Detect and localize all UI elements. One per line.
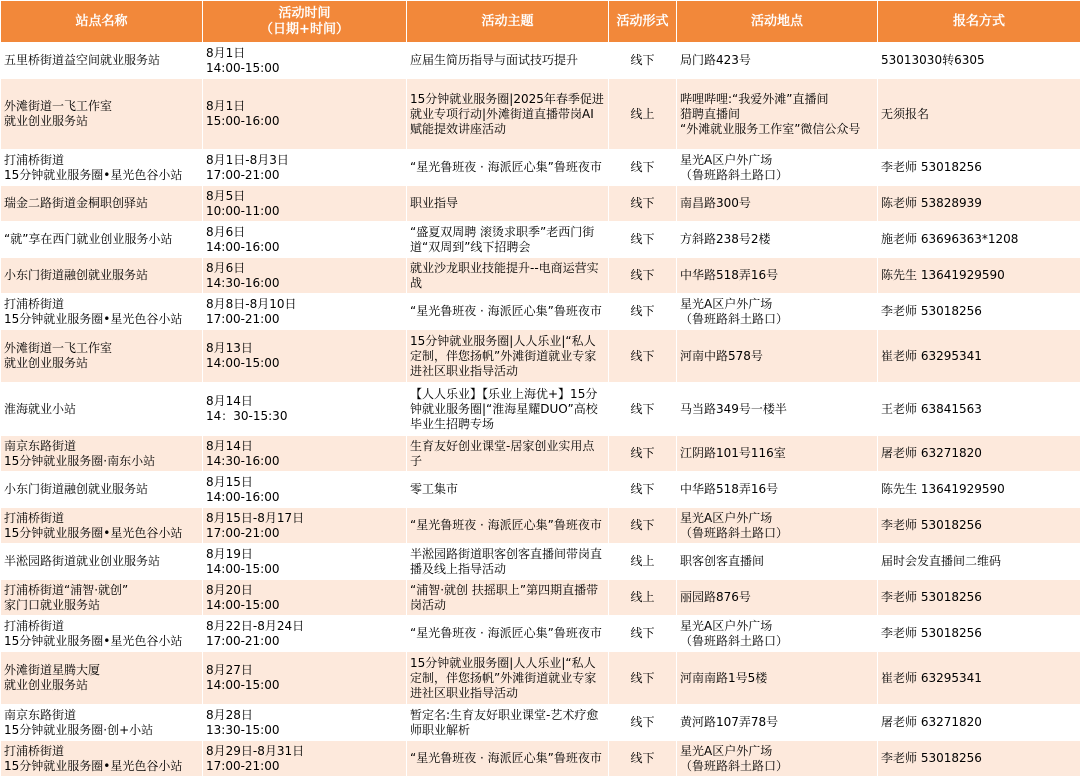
form-cell: 线下 bbox=[609, 383, 677, 436]
form-cell: 线下 bbox=[609, 294, 677, 330]
table-row bbox=[1, 150, 1080, 186]
time-cell bbox=[203, 741, 407, 777]
station-cell bbox=[1, 652, 203, 705]
activity-date: 8月29日-8月31日 bbox=[206, 743, 305, 758]
activity-place-line: 马当路349号一楼半 bbox=[680, 401, 787, 416]
place-cell bbox=[677, 43, 878, 79]
activity-date: 8月6日 bbox=[206, 224, 246, 239]
form-cell: 线下 bbox=[609, 436, 677, 472]
time-cell bbox=[203, 616, 407, 652]
place-cell bbox=[677, 294, 878, 330]
station-cell bbox=[1, 741, 203, 777]
activity-theme: “星光鲁班夜 · 海派匠心集”鲁班夜市 bbox=[410, 751, 602, 765]
theme-cell bbox=[407, 79, 609, 150]
station-name-line: 就业创业服务站 bbox=[4, 678, 89, 692]
place-cell bbox=[677, 580, 878, 616]
activity-theme: 就业沙龙职业技能提升--电商运营实战 bbox=[410, 260, 599, 290]
station-name-line: 打浦桥街道 bbox=[4, 510, 65, 525]
theme-cell bbox=[407, 652, 609, 705]
activity-place-line: （鲁班路斜土路口） bbox=[680, 167, 789, 182]
header-place: 活动地点 bbox=[677, 1, 878, 43]
signup-cell: 陈老师 53828939 bbox=[878, 186, 1080, 222]
station-name-line: 15分钟就业服务圈•星光色谷小站 bbox=[4, 167, 183, 182]
station-name-line: 外滩街道一飞工作室 bbox=[4, 99, 113, 113]
activity-theme: 暂定名:生育友好职业课堂-艺术疗愈师职业解析 bbox=[410, 707, 599, 737]
activity-time: 14:00-15:00 bbox=[206, 597, 280, 612]
station-name-line: 淮海就业小站 bbox=[4, 401, 77, 416]
header-signup: 报名方式 bbox=[878, 1, 1080, 43]
form-cell: 线下 bbox=[609, 652, 677, 705]
station-name-line: 外滩街道星腾大厦 bbox=[4, 663, 101, 677]
station-name-line: 五里桥街道益空间就业服务站 bbox=[4, 53, 161, 67]
table-row bbox=[1, 258, 1080, 294]
activity-place-line: 局门路423号 bbox=[680, 53, 751, 67]
theme-cell bbox=[407, 544, 609, 580]
place-cell bbox=[677, 705, 878, 741]
activity-date: 8月6日 bbox=[206, 260, 246, 275]
activity-time: 14:00-16:00 bbox=[206, 489, 280, 504]
activity-theme: 职业指导 bbox=[410, 196, 459, 210]
station-name-line: 15分钟就业服务圈•星光色谷小站 bbox=[4, 311, 183, 326]
theme-cell bbox=[407, 580, 609, 616]
station-cell bbox=[1, 330, 203, 383]
place-cell bbox=[677, 222, 878, 258]
theme-cell bbox=[407, 150, 609, 186]
place-cell bbox=[677, 508, 878, 544]
time-cell bbox=[203, 150, 407, 186]
activity-place-line: 星光A区户外广场 bbox=[680, 743, 773, 758]
time-cell bbox=[203, 222, 407, 258]
activity-time: 14:00-15:00 bbox=[206, 356, 280, 370]
station-name-line: 打浦桥街道 bbox=[4, 743, 65, 758]
time-cell bbox=[203, 544, 407, 580]
activity-time: 15:00-16:00 bbox=[206, 114, 280, 128]
activity-theme: “星光鲁班夜 · 海派匠心集”鲁班夜市 bbox=[410, 518, 602, 532]
signup-cell: 届时会发直播间二维码 bbox=[878, 544, 1080, 580]
activity-place-line: 职客创客直播间 bbox=[680, 554, 765, 568]
activity-theme: 生育友好创业课堂-居家创业实用点子 bbox=[410, 438, 595, 468]
activity-place-line: 河南中路578号 bbox=[680, 348, 763, 363]
place-cell bbox=[677, 150, 878, 186]
activity-time: 17:00-21:00 bbox=[206, 311, 280, 326]
activity-time: 14:00-16:00 bbox=[206, 239, 280, 254]
time-cell bbox=[203, 705, 407, 741]
activity-theme: “星光鲁班夜 · 海派匠心集”鲁班夜市 bbox=[410, 304, 602, 318]
theme-cell bbox=[407, 616, 609, 652]
activity-place-line: 星光A区户外广场 bbox=[680, 618, 773, 633]
station-cell bbox=[1, 436, 203, 472]
activity-date: 8月27日 bbox=[206, 663, 253, 677]
time-cell bbox=[203, 43, 407, 79]
station-cell bbox=[1, 79, 203, 150]
signup-cell: 王老师 63841563 bbox=[878, 383, 1080, 436]
station-name-line: “就”享在西门就业创业服务小站 bbox=[4, 232, 173, 246]
station-name-line: 南京东路街道 bbox=[4, 707, 77, 722]
activity-date: 8月5日 bbox=[206, 188, 246, 203]
activity-date: 8月15日 bbox=[206, 474, 253, 489]
activity-date: 8月14日 bbox=[206, 438, 253, 453]
activity-time: 17:00-21:00 bbox=[206, 525, 280, 540]
header-time bbox=[203, 1, 407, 43]
station-cell bbox=[1, 508, 203, 544]
theme-cell bbox=[407, 43, 609, 79]
time-cell bbox=[203, 294, 407, 330]
table-row bbox=[1, 472, 1080, 508]
signup-cell: 陈先生 13641929590 bbox=[878, 258, 1080, 294]
station-name-line: 外滩街道一飞工作室 bbox=[4, 341, 113, 355]
theme-cell bbox=[407, 508, 609, 544]
theme-cell bbox=[407, 741, 609, 777]
station-cell bbox=[1, 258, 203, 294]
activity-place-line: 猎聘直播间 bbox=[680, 106, 741, 121]
table-row bbox=[1, 652, 1080, 705]
activity-date: 8月1日-8月3日 bbox=[206, 152, 289, 167]
station-name-line: 瑞金二路街道金桐职创驿站 bbox=[4, 196, 149, 210]
station-name-line: 南京东路街道 bbox=[4, 438, 77, 453]
activity-place-line: 中华路518弄16号 bbox=[680, 268, 779, 282]
form-cell: 线下 bbox=[609, 508, 677, 544]
activity-time: 10:00-11:00 bbox=[206, 203, 280, 218]
activity-theme: 应届生简历指导与面试技巧提升 bbox=[410, 53, 579, 67]
activity-date: 8月15日-8月17日 bbox=[206, 510, 305, 525]
activity-place-line: 星光A区户外广场 bbox=[680, 510, 773, 525]
station-cell bbox=[1, 150, 203, 186]
place-cell bbox=[677, 79, 878, 150]
form-cell: 线下 bbox=[609, 472, 677, 508]
theme-cell bbox=[407, 186, 609, 222]
header-theme: 活动主题 bbox=[407, 1, 609, 43]
signup-cell: 李老师 53018256 bbox=[878, 616, 1080, 652]
signup-cell: 李老师 53018256 bbox=[878, 508, 1080, 544]
activity-place-line: 中华路518弄16号 bbox=[680, 482, 779, 496]
activity-theme: 15分钟就业服务圈|人人乐业|“私人定制，伴您扬帆”外滩街道就业专家进社区职业指导活动 bbox=[410, 655, 597, 700]
activity-time: 14:00-15:00 bbox=[206, 678, 280, 692]
activity-theme: “星光鲁班夜 · 海派匠心集”鲁班夜市 bbox=[410, 626, 602, 640]
time-cell bbox=[203, 79, 407, 150]
signup-cell: 施老师 63696363*1208 bbox=[878, 222, 1080, 258]
place-cell bbox=[677, 652, 878, 705]
table-row bbox=[1, 79, 1080, 150]
place-cell bbox=[677, 544, 878, 580]
activity-place-line: 黄河路107弄78号 bbox=[680, 715, 779, 729]
theme-cell bbox=[407, 222, 609, 258]
activity-place-line: 星光A区户外广场 bbox=[680, 296, 773, 311]
activity-theme: 15分钟就业服务圈|人人乐业|“私人定制，伴您扬帆”外滩街道就业专家进社区职业指导活动 bbox=[410, 333, 597, 378]
station-cell bbox=[1, 544, 203, 580]
activity-place-line: （鲁班路斜土路口） bbox=[680, 525, 789, 540]
activity-theme: 零工集市 bbox=[410, 482, 459, 496]
station-cell bbox=[1, 472, 203, 508]
table-row bbox=[1, 741, 1080, 777]
form-cell: 线下 bbox=[609, 150, 677, 186]
station-cell bbox=[1, 580, 203, 616]
place-cell bbox=[677, 472, 878, 508]
header-form: 活动形式 bbox=[609, 1, 677, 43]
form-cell: 线下 bbox=[609, 330, 677, 383]
table-row bbox=[1, 544, 1080, 580]
table-row bbox=[1, 383, 1080, 436]
station-name-line: 小东门街道融创就业服务站 bbox=[4, 268, 149, 282]
header-time-line1: 活动时间 bbox=[278, 5, 331, 21]
activity-time: 14:30-16:00 bbox=[206, 275, 280, 290]
form-cell: 线上 bbox=[609, 580, 677, 616]
station-cell bbox=[1, 294, 203, 330]
activity-place-line: 星光A区户外广场 bbox=[680, 152, 773, 167]
time-cell bbox=[203, 436, 407, 472]
activity-theme: 半淞园路街道职客创客直播间带岗直播及线上指导活动 bbox=[410, 546, 603, 576]
form-cell: 线上 bbox=[609, 79, 677, 150]
form-cell: 线下 bbox=[609, 43, 677, 79]
activity-theme: “星光鲁班夜 · 海派匠心集”鲁班夜市 bbox=[410, 160, 602, 174]
activity-time: 14:00-15:00 bbox=[206, 561, 280, 576]
signup-cell: 陈先生 13641929590 bbox=[878, 472, 1080, 508]
activity-theme: 15分钟就业服务圈|2025年春季促进就业专项行动|外滩街道直播带岗AI赋能提效讲座活动 bbox=[410, 91, 604, 136]
activity-date: 8月28日 bbox=[206, 707, 253, 722]
time-cell bbox=[203, 508, 407, 544]
form-cell: 线下 bbox=[609, 258, 677, 294]
station-name-line: 15分钟就业服务圈·创+小站 bbox=[4, 722, 154, 737]
activity-time: 14：30-15:30 bbox=[206, 409, 288, 423]
station-name-line: 打浦桥街道 bbox=[4, 618, 65, 633]
time-cell bbox=[203, 580, 407, 616]
table-row bbox=[1, 508, 1080, 544]
station-name-line: 就业创业服务站 bbox=[4, 114, 89, 128]
activity-date: 8月20日 bbox=[206, 582, 253, 597]
place-cell bbox=[677, 436, 878, 472]
form-cell: 线下 bbox=[609, 741, 677, 777]
activity-place-line: 江阴路101号116室 bbox=[680, 446, 786, 460]
station-cell bbox=[1, 616, 203, 652]
activity-date: 8月1日 bbox=[206, 45, 246, 60]
place-cell bbox=[677, 616, 878, 652]
activity-time: 17:00-21:00 bbox=[206, 167, 280, 182]
signup-cell: 李老师 53018256 bbox=[878, 294, 1080, 330]
signup-cell: 崔老师 63295341 bbox=[878, 652, 1080, 705]
station-cell bbox=[1, 186, 203, 222]
station-name-line: 打浦桥街道 bbox=[4, 296, 65, 311]
signup-cell: 李老师 53018256 bbox=[878, 741, 1080, 777]
signup-cell: 53013030转6305 bbox=[878, 43, 1080, 79]
theme-cell bbox=[407, 383, 609, 436]
activity-date: 8月8日-8月10日 bbox=[206, 296, 297, 311]
theme-cell bbox=[407, 258, 609, 294]
activity-place-line: （鲁班路斜土路口） bbox=[680, 758, 789, 773]
activity-date: 8月14日 bbox=[206, 394, 253, 408]
theme-cell bbox=[407, 330, 609, 383]
station-cell bbox=[1, 383, 203, 436]
table-row bbox=[1, 222, 1080, 258]
form-cell: 线下 bbox=[609, 616, 677, 652]
time-cell bbox=[203, 652, 407, 705]
table-row bbox=[1, 616, 1080, 652]
activity-place-line: （鲁班路斜土路口） bbox=[680, 311, 789, 326]
activity-time: 17:00-21:00 bbox=[206, 758, 280, 773]
theme-cell bbox=[407, 705, 609, 741]
station-name-line: 15分钟就业服务圈•星光色谷小站 bbox=[4, 758, 183, 773]
time-cell bbox=[203, 383, 407, 436]
station-cell bbox=[1, 43, 203, 79]
table-row bbox=[1, 186, 1080, 222]
table-row bbox=[1, 43, 1080, 79]
header-station: 站点名称 bbox=[1, 1, 203, 43]
station-name-line: 15分钟就业服务圈•星光色谷小站 bbox=[4, 633, 183, 648]
activity-date: 8月22日-8月24日 bbox=[206, 618, 305, 633]
station-name-line: 家门口就业服务站 bbox=[4, 597, 101, 612]
theme-cell bbox=[407, 294, 609, 330]
activity-time: 14:00-15:00 bbox=[206, 60, 280, 75]
station-name-line: 小东门街道融创就业服务站 bbox=[4, 482, 149, 496]
station-cell bbox=[1, 705, 203, 741]
activity-place-line: 丽园路876号 bbox=[680, 590, 751, 604]
header-row bbox=[1, 1, 1080, 43]
time-cell bbox=[203, 330, 407, 383]
activity-place-line: 哔哩哔哩:“我爱外滩”直播间 bbox=[680, 91, 829, 106]
place-cell bbox=[677, 258, 878, 294]
activity-theme: “浦智·就创 扶摇职上”第四期直播带岗活动 bbox=[410, 582, 599, 612]
table-row bbox=[1, 580, 1080, 616]
table-row bbox=[1, 705, 1080, 741]
signup-cell: 李老师 53018256 bbox=[878, 150, 1080, 186]
activity-time: 17:00-21:00 bbox=[206, 633, 280, 648]
time-cell bbox=[203, 472, 407, 508]
activity-theme: 【人人乐业】【乐业上海优+】15分钟就业服务圈|“淮海星耀DUO”高校毕业生招聘专场 bbox=[410, 386, 598, 431]
activity-place-line: 河南南路1号5楼 bbox=[680, 670, 768, 685]
theme-cell bbox=[407, 472, 609, 508]
place-cell bbox=[677, 186, 878, 222]
table-row bbox=[1, 330, 1080, 383]
table-row bbox=[1, 294, 1080, 330]
place-cell bbox=[677, 741, 878, 777]
form-cell: 线下 bbox=[609, 705, 677, 741]
form-cell: 线下 bbox=[609, 186, 677, 222]
activity-place-line: （鲁班路斜土路口） bbox=[680, 633, 789, 648]
activity-time: 13:30-15:00 bbox=[206, 722, 280, 737]
activity-date: 8月13日 bbox=[206, 341, 253, 355]
signup-cell: 李老师 53018256 bbox=[878, 580, 1080, 616]
activity-date: 8月1日 bbox=[206, 99, 246, 113]
station-name-line: 半淞园路街道就业创业服务站 bbox=[4, 554, 161, 568]
form-cell: 线下 bbox=[609, 222, 677, 258]
signup-cell: 屠老师 63271820 bbox=[878, 436, 1080, 472]
theme-cell bbox=[407, 436, 609, 472]
header-time-line2: （日期+时间） bbox=[260, 21, 349, 37]
place-cell bbox=[677, 383, 878, 436]
time-cell bbox=[203, 186, 407, 222]
station-cell bbox=[1, 222, 203, 258]
activity-place-line: 南昌路300号 bbox=[680, 196, 751, 210]
signup-cell: 崔老师 63295341 bbox=[878, 330, 1080, 383]
station-name-line: 打浦桥街道 bbox=[4, 152, 65, 167]
station-name-line: 15分钟就业服务圈·南东小站 bbox=[4, 453, 156, 468]
time-cell bbox=[203, 258, 407, 294]
activity-place-line: 方斜路238号2楼 bbox=[680, 232, 771, 246]
signup-cell: 无须报名 bbox=[878, 79, 1080, 150]
table-row bbox=[1, 436, 1080, 472]
activity-place-line: “外滩就业服务工作室”微信公众号 bbox=[680, 121, 861, 136]
activity-time: 14:30-16:00 bbox=[206, 453, 280, 468]
signup-cell: 屠老师 63271820 bbox=[878, 705, 1080, 741]
form-cell: 线上 bbox=[609, 544, 677, 580]
station-name-line: 打浦桥街道“浦智·就创” bbox=[4, 582, 129, 597]
place-cell bbox=[677, 330, 878, 383]
activity-theme: “盛夏双周聘 滚烫求职季”老西门街道“双周到”线下招聘会 bbox=[410, 224, 595, 254]
activity-date: 8月19日 bbox=[206, 546, 253, 561]
station-name-line: 15分钟就业服务圈•星光色谷小站 bbox=[4, 525, 183, 540]
station-name-line: 就业创业服务站 bbox=[4, 356, 89, 370]
